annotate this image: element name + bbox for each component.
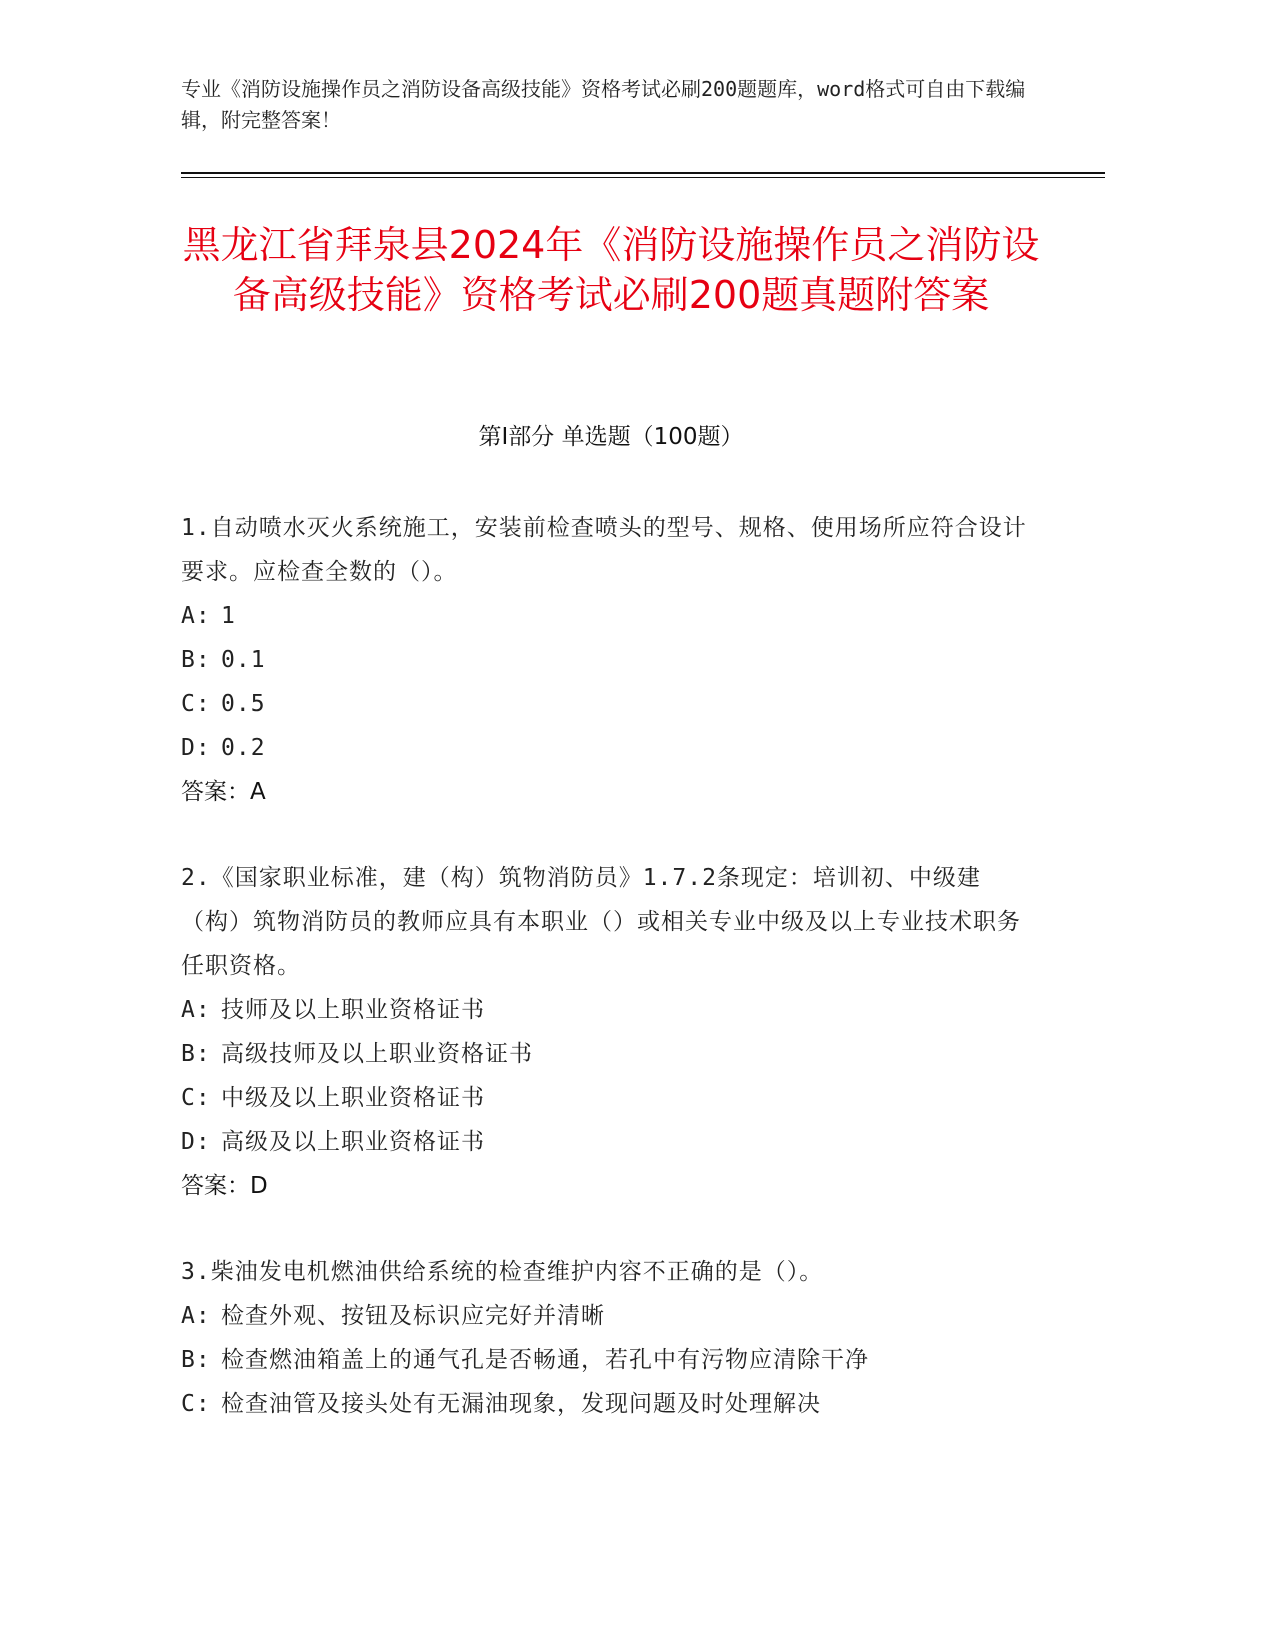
option-key: A:	[181, 1303, 211, 1329]
answer: 答案：D	[181, 1173, 268, 1199]
option-text: 0.5	[221, 691, 266, 717]
option-text: 1	[221, 603, 236, 629]
option-b	[181, 638, 1041, 682]
question-2	[181, 856, 1041, 1208]
option-key: C:	[181, 691, 211, 717]
option-key: A:	[181, 997, 211, 1023]
option-a	[181, 1294, 1041, 1338]
option-a	[181, 594, 1041, 638]
option-text: 0.1	[221, 647, 266, 673]
option-d	[181, 1120, 1041, 1164]
question-stem: 1.自动喷水灭火系统施工，安装前检查喷头的型号、规格、使用场所应符合设计要求。应检查全数的（）。	[181, 515, 1027, 585]
option-c	[181, 1382, 1041, 1426]
option-text: 高级技师及以上职业资格证书	[221, 1041, 533, 1067]
option-a	[181, 988, 1041, 1032]
option-b	[181, 1338, 1041, 1382]
header-note: 专业《消防设施操作员之消防设备高级技能》资格考试必刷200题题库，word格式可自由下载编辑，附完整答案！	[181, 77, 1026, 132]
option-key: B:	[181, 1041, 211, 1067]
question-stem: 2.《国家职业标准，建（构）筑物消防员》1.7.2条现定：培训初、中级建（构）筑物消防员的教师应具有本职业（）或相关专业中级及以上专业技术职务任职资格。	[181, 865, 1021, 979]
option-text: 技师及以上职业资格证书	[221, 997, 485, 1023]
option-key: C:	[181, 1391, 211, 1417]
document-title: 黑龙江省拜泉县2024年《消防设施操作员之消防设备高级技能》资格考试必刷200题真题附答案	[182, 223, 1040, 317]
option-text: 检查燃油箱盖上的通气孔是否畅通，若孔中有污物应清除干净	[221, 1347, 869, 1373]
question-stem: 3.柴油发电机燃油供给系统的检查维护内容不正确的是（）。	[181, 1259, 824, 1285]
option-text: 0.2	[221, 735, 266, 761]
option-text: 检查油管及接头处有无漏油现象，发现问题及时处理解决	[221, 1391, 821, 1417]
section-heading: 第Ⅰ部分 单选题（100题）	[478, 424, 744, 450]
option-text: 中级及以上职业资格证书	[221, 1085, 485, 1111]
question-1	[181, 506, 1041, 814]
answer: 答案：A	[181, 779, 266, 805]
header-rule-thin	[181, 177, 1105, 178]
option-text: 高级及以上职业资格证书	[221, 1129, 485, 1155]
option-text: 检查外观、按钮及标识应完好并清晰	[221, 1303, 605, 1329]
question-3	[181, 1250, 1041, 1426]
option-key: D:	[181, 1129, 211, 1155]
header-rule-thick	[181, 172, 1105, 174]
option-key: B:	[181, 1347, 211, 1373]
option-key: D:	[181, 735, 211, 761]
option-b	[181, 1032, 1041, 1076]
option-c	[181, 682, 1041, 726]
question-list	[181, 506, 1041, 1468]
option-key: A:	[181, 603, 211, 629]
option-key: C:	[181, 1085, 211, 1111]
option-key: B:	[181, 647, 211, 673]
option-d	[181, 726, 1041, 770]
option-c	[181, 1076, 1041, 1120]
